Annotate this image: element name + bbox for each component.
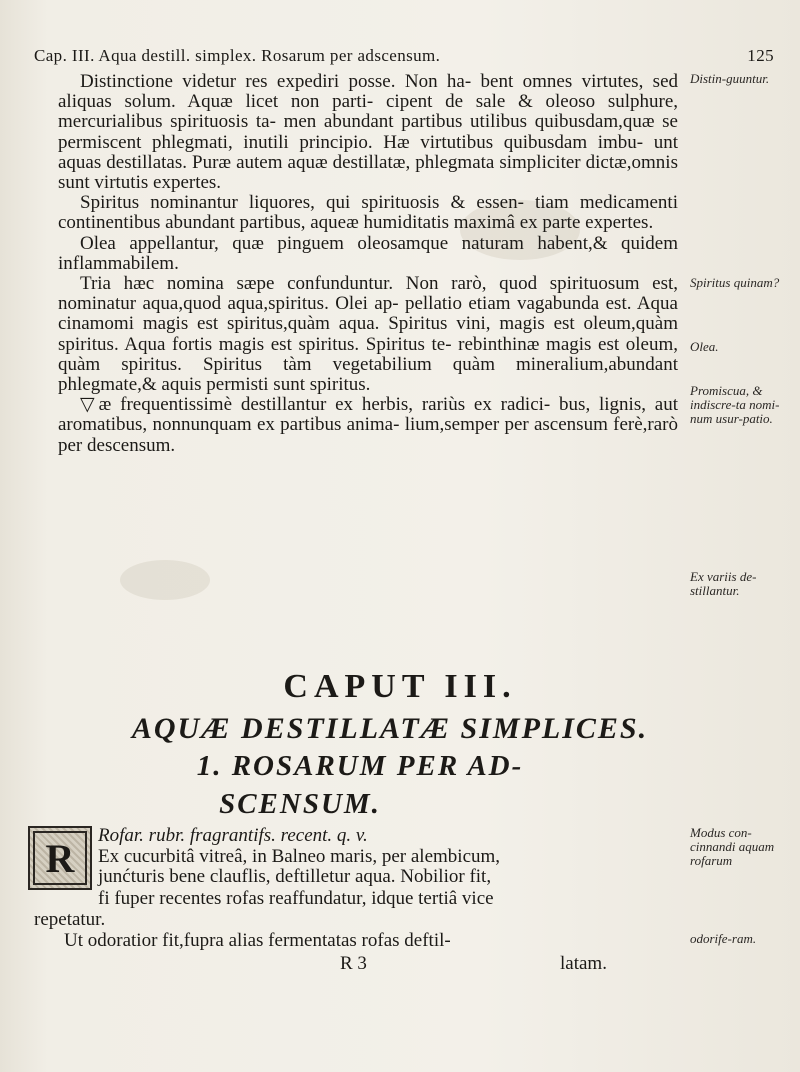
paragraph-spiritus <box>58 193 678 233</box>
section-title: 1. ROSARUM PER AD- <box>196 750 524 782</box>
text-line: unt aquas destillatas. Puræ autem aquæ destillatæ, phlegmata <box>58 131 678 173</box>
chapter-number: CAPUT III. <box>283 668 517 705</box>
svg-text:R: R <box>45 836 75 881</box>
text-line: permisti sunt spiritus. <box>206 374 371 396</box>
page-number: 125 <box>747 46 774 65</box>
recipe-line: repetatur. <box>34 909 106 930</box>
signature-mark: R 3 <box>340 953 367 974</box>
margin-note-odoriferam: odorife-ram. <box>690 931 757 946</box>
catchword: latam. <box>560 953 607 974</box>
text-line: rebinthinæ magis est oleum, quàm spiritus. Spiritus tàm <box>58 333 678 375</box>
paragraph-aquae-frequentissime <box>58 395 678 456</box>
text-line: tiam medicamenti continentibus abundant partibus, aqueæ <box>58 192 678 234</box>
text-line: Spiritus nominantur liquores, qui spirituosis & essen- <box>80 192 535 214</box>
recipe-line: fi fuper recentes rofas reaffundatur, idque tertiâ vice <box>98 888 494 909</box>
text-line: bent omnes virtutes, sed aliquas solum. Aquæ licet non parti- <box>58 71 678 113</box>
recipe-text-continued <box>34 888 682 951</box>
text-line: humiditatis maximâ ex parte expertes. <box>363 212 654 234</box>
margin-note-modus: Modus con-cinnandi aquam rofarum <box>690 825 775 868</box>
text-line: cipent de sale & oleoso sulphure, mercurialibus spirituosis ta- <box>58 91 678 133</box>
text-line: pellatio etiam vagabunda est. Aqua cinamomi magis est <box>58 293 678 335</box>
text-line: ▽æ frequentissimè destillantur ex herbis, rariùs ex radici- <box>80 394 560 416</box>
running-header <box>34 46 774 66</box>
margin-note-ex-variis: Ex variis de-stillantur. <box>690 569 757 598</box>
text-line: bus, lignis, aut aromatibus, nonnunquam ex partibus anima- <box>58 394 678 436</box>
recipe-line: junćturis bene clauflis, deftilletur aqua. Nobilior fit, <box>98 866 492 887</box>
recipe-text <box>98 826 682 888</box>
body-text <box>58 72 678 456</box>
margin-note-distinguuntur: Distin-guuntur. <box>690 71 770 86</box>
paper-stain <box>120 560 210 600</box>
paragraph-tria <box>58 274 678 395</box>
text-line: spiritus,quàm aqua. Spiritus vini, magis est oleum,quàm <box>227 313 678 335</box>
margin-note-promiscua: Promiscua, & indiscre-ta nomi-num usur-patio. <box>690 383 780 426</box>
paragraph-distinctione <box>58 72 678 193</box>
ornament-icon <box>30 828 90 888</box>
text-line: simpliciter dictæ,omnis sunt virtutis expertes. <box>58 151 678 194</box>
running-title: Cap. III. Aqua destill. simplex. Rosarum per adscensum. <box>34 46 441 65</box>
text-line: lium,semper per ascensum ferè,rarò per descensum. <box>58 414 678 456</box>
recipe-line: Ut odoratior fit,fupra alias fermentatas rofas deftil- <box>64 930 451 951</box>
text-line: phlegmati, inutili principio. Hæ virtutibus quibusdam imbu- <box>151 131 654 153</box>
paragraph-olea <box>58 234 678 274</box>
recipe-line: Ex cucurbitâ vitreâ, in Balneo maris, per alembicum, <box>98 845 501 867</box>
chapter-title: AQUÆ DESTILLATÆ SIMPLICES. <box>131 712 649 745</box>
margin-note-olea: Olea. <box>690 339 719 354</box>
decorated-initial <box>28 826 92 890</box>
text-line: spirituosum est, nominatur aqua,quod aqua,spiritus. Olei ap- <box>58 273 679 315</box>
text-line: Olea appellantur, quæ pinguem oleosamque naturam <box>80 232 538 254</box>
text-line: habent,& quidem inflammabilem. <box>58 232 679 274</box>
section-title-continued: SCENSUM. <box>219 788 381 820</box>
text-line: spiritus. Aqua fortis magis est spiritus. Spiritus te- <box>58 333 459 355</box>
text-line: Distinctione videtur res expediri posse. Non ha- <box>80 71 481 92</box>
text-line: Tria hæc nomina sæpe confunduntur. Non rarò, quod <box>80 273 550 295</box>
margin-note-spiritus: Spiritus quinam? <box>690 275 780 290</box>
text-line: men abundant partibus utilibus quibusdam,quæ se permiscent <box>58 111 678 153</box>
text-line: vegetabilium quàm mineralium,abundant phlegmate,& aquis <box>58 353 679 396</box>
recipe-ingredient: Rofar. rubr. fragrantifs. recent. q. v. <box>98 825 368 846</box>
